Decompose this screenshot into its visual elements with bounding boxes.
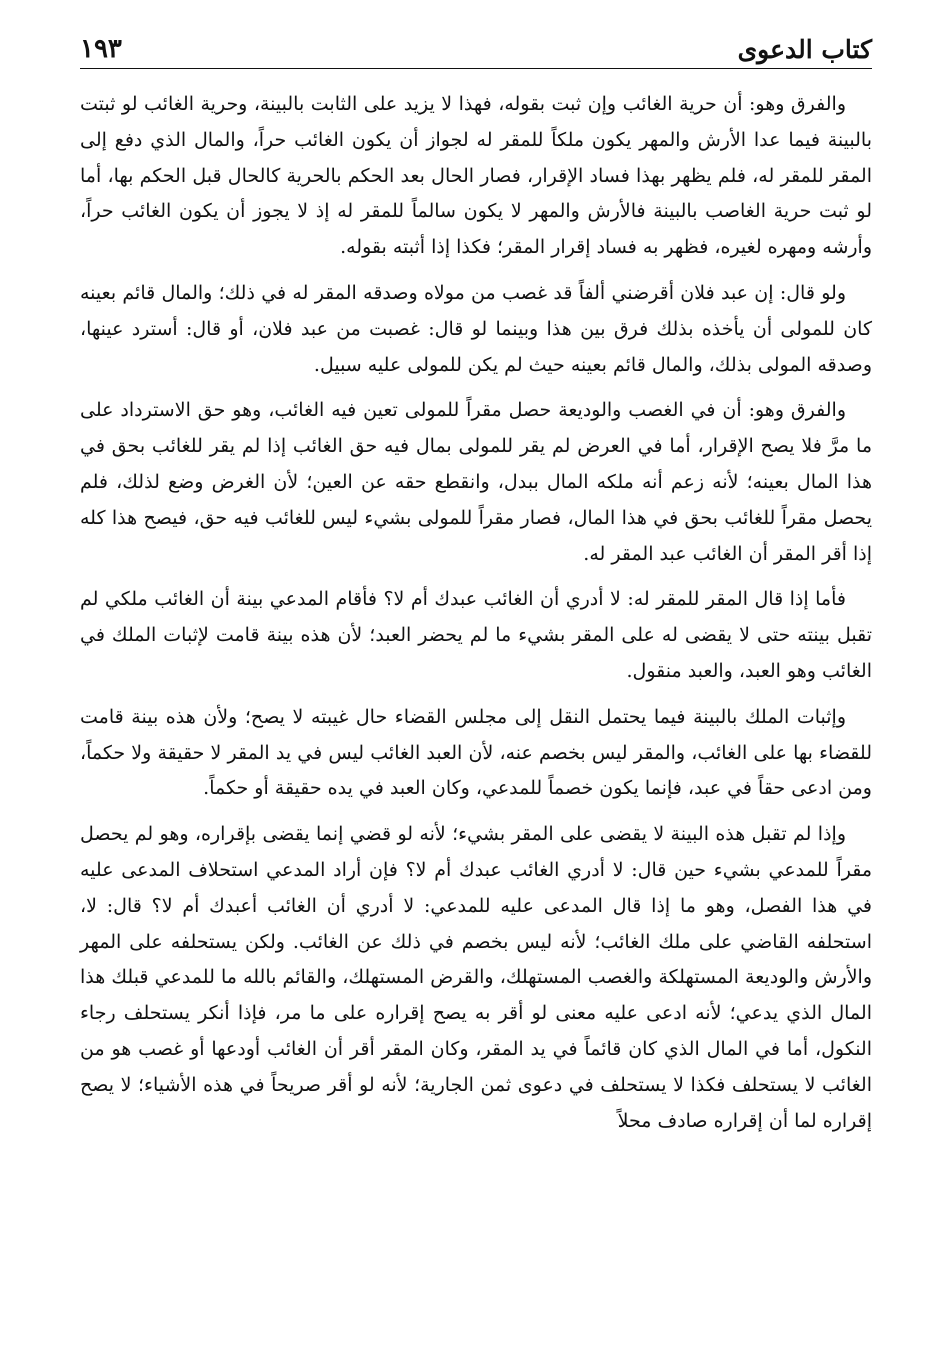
chapter-title: كتاب الدعوى xyxy=(737,35,872,64)
body-text xyxy=(80,87,872,1139)
paragraph: والفرق وهو: أن في الغصب والوديعة حصل مقراً للمولى تعين فيه الغائب، وهو حق الاسترداد على ما مرَّ فلا يصح الإقرار، أما في العرض لم يقر للمولى بمال فيه حق الغائب إذا لم يقر للغائب بحق في هذا المال بعينه؛ لأنه زعم أنه ملكه المال ببدل، وانقطع حقه عن العين؛ لأن الغرض وضع لذلك، فلم يحصل مقراً للغائب بحق في هذا المال، فصار مقراً للمولى بشيء ليس للغائب فيه حق، فيصح هذا كله إذا أقر المقر أن الغائب عبد المقر له. xyxy=(80,399,872,565)
paragraph: وإثبات الملك بالبينة فيما يحتمل النقل إلى مجلس القضاء حال غيبته لا يصح؛ ولأن هذه بينة قامت للقضاء بها على الغائب، والمقر ليس بخصم عنه، لأن العبد الغائب ليس في يد المقر لا حقيقة ولا حكماً، ومن ادعى حقاً في عبد، فإنما يكون خصماً للمدعي، وكان العبد في يده حقيقة أو حكماً. xyxy=(80,705,872,800)
running-header xyxy=(80,26,872,62)
paragraph: فأما إذا قال المقر للمقر له: لا أدري أن الغائب عبدك أم لا؟ فأقام المدعي بينة أن الغائب ملكي لم تقبل بينته حتى لا يقضى له على المقر بشيء ما لم يحضر العبد؛ لأن هذه بينة قامت لإثبات الملك في الغائب وهو العبد، والعبد منقول. xyxy=(80,588,872,682)
paragraph: ولو قال: إن عبد فلان أقرضني ألفاً قد غصب من مولاه وصدقه المقر له في ذلك؛ والمال قائم بعينه كان للمولى أن يأخذه بذلك فرق بين هذا وبينما لو قال: غصبت من عبد فلان، أو قال: أسترد عينها، وصدقه المولى بذلك، والمال قائم بعينه حيث لم يكن للمولى عليه سبيل. xyxy=(80,281,872,376)
paragraph: والفرق وهو: أن حرية الغائب وإن ثبت بقوله، فهذا لا يزيد على الثابت بالبينة، وحرية الغائب لو ثبتت بالبينة فيما عدا الأرش والمهر يكون ملكاً للمقر له لجواز أن يكون الغائب حراً، والمال الذي دفع إلى المقر للمقر له، فلم يظهر بهذا فساد الإقرار، فصار الحال بعد الحكم بالحرية كالحال قبل الحكم بها، أما لو ثبت حرية الغاصب بالبينة فالأرش والمهر لا يكون سالماً للمقر له إذ لا يجوز أن يكون الغائب حراً، وأرشه ومهره لغيره، فظهر به فساد إقرار المقر؛ فكذا إذا أثبته بقوله. xyxy=(80,93,872,259)
header-rule xyxy=(80,68,872,69)
paragraph: وإذا لم تقبل هذه البينة لا يقضى على المقر بشيء؛ لأنه لو قضي إنما يقضى بإقراره، وهو لم يحصل مقراً للمدعي بشيء حين قال: لا أدري الغائب عبدك أم لا؟ فإن أراد المدعي استحلاف المدعى عليه في هذا الفصل، وهو ما إذا قال المدعى عليه للمدعي: لا أدري أن الغائب أعبدك أم لا؟ قال: لا، استحلفه القاضي على ملك الغائب؛ لأنه ليس بخصم في ذلك عن الغائب. ولكن يستحلفه على المهر والأرش والوديعة المستهلكة والغصب المستهلك، والقرض المستهلك، والقائم بالله ما للمدعي قبلك هذا المال الذي يدعي؛ لأنه ادعى عليه معنى لو أقر به يصح إقراره على ما مر، فإذا أنكر يستحلف رجاء النكول، أما في المال الذي كان قائماً في يد المقر، وكان المقر أقر أن الغائب أودعها أو غصب هو من الغائب لا يستحلف فكذا لا يستحلف في دعوى ثمن الجارية؛ لأنه لو أقر صريحاً في هذه الأشياء؛ لا يصح إقراره لما أن إقراره صادف محلاً xyxy=(80,823,872,1132)
page-number: ١٩٣ xyxy=(80,34,122,64)
